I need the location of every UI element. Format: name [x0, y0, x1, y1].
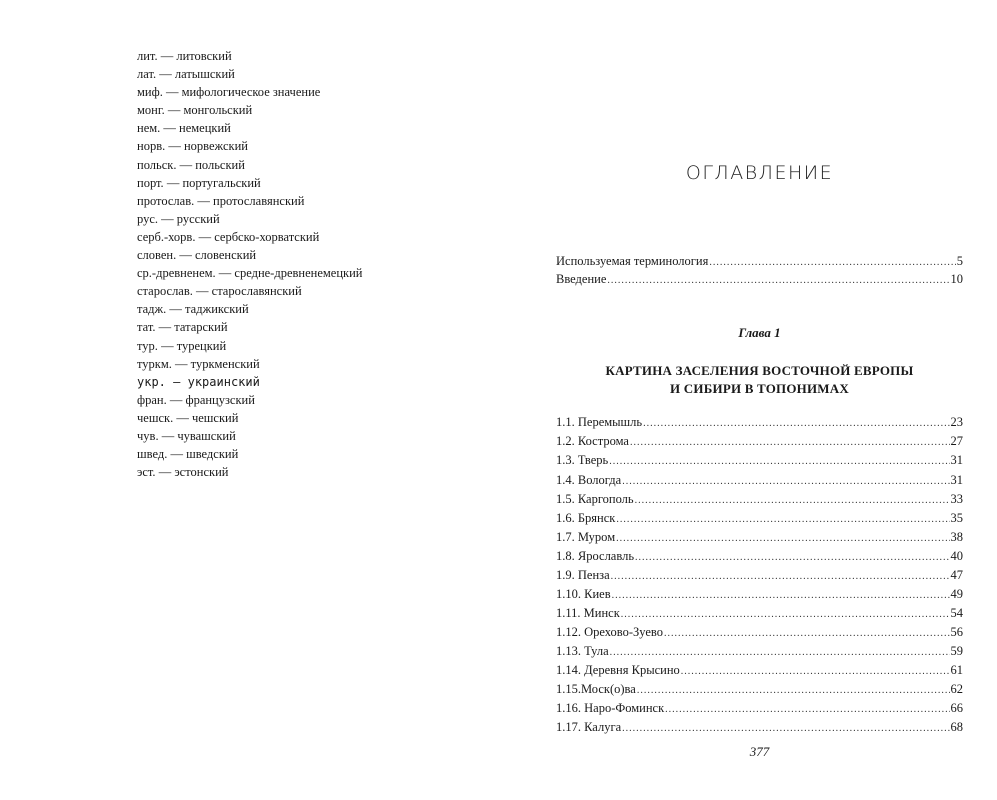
dot-leader [635, 552, 949, 563]
toc-section-page: 38 [950, 530, 963, 544]
abbr-item: ср.-древненем. — средне-древненемецкий [137, 266, 363, 281]
toc-section-label: 1.17. Калуга [556, 720, 622, 734]
dot-leader [622, 723, 949, 734]
toc-section-page: 31 [950, 453, 963, 467]
dot-leader [616, 514, 949, 525]
toc-section[interactable] [556, 473, 963, 488]
dot-leader [616, 533, 949, 544]
toc-section-page: 56 [950, 625, 963, 639]
toc-section[interactable] [556, 663, 963, 678]
dot-leader [637, 685, 950, 696]
chapter-label: Глава 1 [738, 325, 781, 340]
dot-leader [643, 418, 949, 429]
abbr-item: миф. — мифологическое значение [137, 85, 321, 100]
toc-section-page: 47 [950, 568, 963, 582]
dot-leader [709, 257, 955, 268]
toc-entry[interactable] [556, 272, 963, 287]
toc-section-label: 1.14. Деревня Крысино [556, 663, 680, 677]
toc-section-label: 1.15.Моск(о)ва [556, 682, 636, 696]
dot-leader [610, 647, 950, 658]
abbr-item: старослав. — старославянский [137, 284, 302, 299]
toc-section-page: 31 [950, 473, 963, 487]
toc-section-page: 49 [950, 587, 963, 601]
toc-section-page: 33 [950, 492, 963, 506]
toc-section-page: 23 [950, 415, 963, 429]
abbr-item: норв. — норвежский [137, 139, 248, 154]
toc-section-label: 1.16. Наро-Фоминск [556, 701, 665, 715]
dot-leader [635, 495, 950, 506]
toc-title: ОГЛАВЛЕНИЕ [685, 162, 834, 184]
toc-section-label: 1.4. Вологда [556, 473, 622, 487]
toc-section-page: 35 [950, 511, 963, 525]
abbr-item: протослав. — протославянский [137, 193, 305, 208]
toc-section-page: 61 [950, 663, 963, 677]
toc-section-label: 1.1. Перемышль [556, 415, 643, 429]
toc-section[interactable] [556, 549, 963, 564]
toc-section[interactable] [556, 492, 963, 507]
toc-section-label: 1.12. Орехово-Зуево [556, 625, 664, 639]
abbr-item: рус. — русский [137, 211, 220, 226]
dot-leader [664, 628, 949, 639]
abbr-item: швед. — шведский [137, 447, 239, 462]
toc-entry-label: Используемая терминология [556, 254, 709, 268]
dot-leader [622, 476, 949, 487]
toc-entry[interactable] [556, 254, 963, 269]
chapter-title-line: КАРТИНА ЗАСЕЛЕНИЯ ВОСТОЧНОЙ ЕВРОПЫ [605, 363, 914, 378]
abbr-item: нем. — немецкий [137, 121, 231, 136]
abbr-item: тур. — турецкий [137, 338, 227, 353]
toc-section[interactable] [556, 720, 963, 735]
dot-leader [681, 666, 950, 677]
toc-section-label: 1.11. Минск [556, 606, 620, 620]
toc-section-label: 1.5. Каргополь [556, 492, 634, 506]
toc-section[interactable] [556, 415, 963, 430]
chapter-title-line: И СИБИРИ В ТОПОНИМАХ [670, 381, 849, 396]
toc-section-label: 1.3. Тверь [556, 453, 609, 467]
toc-section-label: 1.13. Тула [556, 644, 609, 658]
toc-section[interactable] [556, 701, 963, 716]
abbr-item: эст. — эстонский [137, 465, 229, 480]
toc-section[interactable] [556, 434, 963, 449]
toc-section[interactable] [556, 606, 963, 621]
abbr-item: чешск. — чешский [137, 410, 239, 425]
abbr-item: монг. — монгольский [137, 103, 253, 118]
table-of-contents-page [556, 0, 963, 800]
toc-section-label: 1.9. Пенза [556, 568, 610, 582]
abbr-item: лит. — литовский [137, 49, 232, 63]
dot-leader [612, 590, 950, 601]
abbr-item: укр. — украинский [137, 374, 260, 389]
abbr-item: лат. — латышский [137, 67, 235, 82]
abbr-item: тат. — татарский [137, 320, 228, 335]
abbr-item: серб.-хорв. — сербско-хорватский [137, 229, 320, 244]
page-number: 377 [749, 744, 770, 759]
dot-leader [611, 571, 950, 582]
toc-section-page: 27 [950, 434, 963, 448]
toc-entry-label: Введение [556, 272, 607, 286]
toc-entry-page: 5 [956, 254, 963, 268]
toc-section-label: 1.8. Ярославль [556, 549, 635, 563]
toc-section-label: 1.6. Брянск [556, 511, 616, 525]
toc-section[interactable] [556, 682, 963, 697]
toc-section[interactable] [556, 511, 963, 526]
chapter-title [556, 362, 963, 398]
dot-leader [630, 437, 950, 448]
abbr-item: чув. — чувашский [137, 428, 236, 443]
toc-section[interactable] [556, 530, 963, 545]
toc-section[interactable] [556, 625, 963, 640]
toc-entry-page: 10 [950, 272, 963, 286]
toc-section-label: 1.7. Муром [556, 530, 616, 544]
dot-leader [609, 456, 949, 467]
toc-section-page: 68 [950, 720, 963, 734]
toc-section[interactable] [556, 644, 963, 659]
dot-leader [621, 609, 950, 620]
abbr-item: тадж. — таджикский [137, 302, 249, 317]
toc-section[interactable] [556, 587, 963, 602]
toc-section-page: 59 [950, 644, 963, 658]
abbr-item: польск. — польский [137, 157, 245, 172]
toc-section-label: 1.2. Кострома [556, 434, 629, 448]
abbreviation-list [137, 47, 467, 481]
abbr-item: порт. — португальский [137, 175, 261, 190]
dot-leader [607, 275, 949, 286]
toc-section-page: 66 [950, 701, 963, 715]
toc-section[interactable] [556, 453, 963, 468]
toc-section[interactable] [556, 568, 963, 583]
abbr-item: фран. — французский [137, 392, 255, 407]
dot-leader [665, 704, 949, 715]
abbr-item: туркм. — туркменский [137, 356, 260, 371]
toc-section-page: 40 [950, 549, 963, 563]
toc-section-page: 62 [950, 682, 963, 696]
toc-section-label: 1.10. Киев [556, 587, 611, 601]
abbr-item: словен. — словенский [137, 248, 257, 263]
toc-section-page: 54 [950, 606, 963, 620]
